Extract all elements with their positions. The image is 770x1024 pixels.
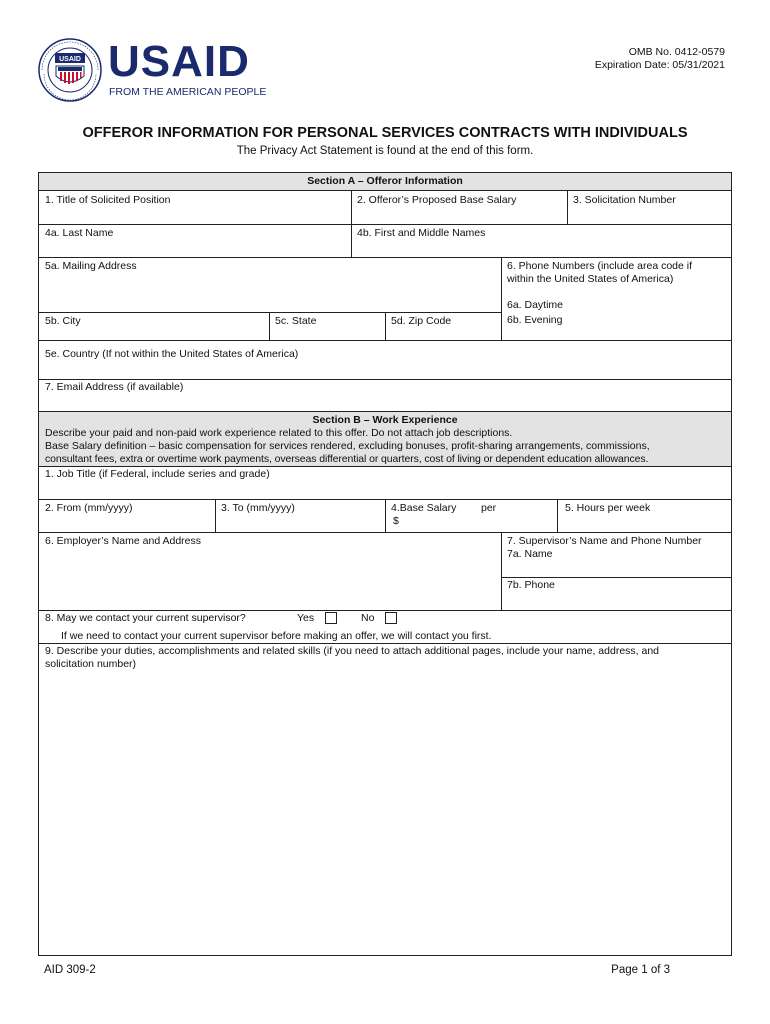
section-b-intro-3: consultant fees, extra or overtime work payments, overseas differential or quarters, cost of living or dependent education allowances. [45,453,649,465]
usaid-seal-icon [38,38,102,102]
a-field-6a-daytime[interactable]: 6a. Daytime [507,299,564,311]
a-field-5a-mailing-address[interactable]: 5a. Mailing Address [45,260,137,272]
b-field-8-yes-checkbox[interactable] [325,612,337,624]
b-field-7b-phone[interactable]: 7b. Phone [507,579,555,591]
b-field-7-supervisor: 7. Supervisor’s Name and Phone Number [507,535,702,547]
b-field-8-note: If we need to contact your current supervisor before making an offer, we will contact you first. [61,630,492,642]
a-field-2-base-salary[interactable]: 2. Offeror’s Proposed Base Salary [357,194,517,206]
a-field-1-title[interactable]: 1. Title of Solicited Position [45,194,171,206]
a-field-7-email[interactable]: 7. Email Address (if available) [45,381,184,393]
b-field-8-contact-question: 8. May we contact your current supervisor? [45,612,246,624]
b-field-3-to[interactable]: 3. To (mm/yyyy) [221,502,295,514]
b-field-4-dollar-sign: $ [393,515,399,527]
a-field-5b-city[interactable]: 5b. City [45,315,81,327]
b-field-9-line1: 9. Describe your duties, accomplishments and related skills (if you need to attach additional pages, include your name, address, and [45,645,660,657]
svg-text:USAID: USAID [59,56,81,63]
a-field-4a-last-name[interactable]: 4a. Last Name [45,227,114,239]
a-field-5c-state[interactable]: 5c. State [275,315,317,327]
a-field-3-solicitation-number[interactable]: 3. Solicitation Number [573,194,676,206]
a-field-6-phone-line2: within the United States of America) [507,273,674,285]
form-subtitle: The Privacy Act Statement is found at the end of this form. [236,145,534,157]
section-a-heading: Section A – Offeror Information [307,175,463,187]
b-field-6-employer-name-address[interactable]: 6. Employer’s Name and Address [45,535,202,547]
usaid-logo [38,38,268,100]
omb-info [595,46,725,72]
a-field-4b-first-middle-names[interactable]: 4b. First and Middle Names [357,227,486,239]
b-field-8-yes-label: Yes [297,612,315,624]
a-field-5d-zip-code[interactable]: 5d. Zip Code [391,315,452,327]
b-field-2-from[interactable]: 2. From (mm/yyyy) [45,502,133,514]
offeror-form [38,172,732,956]
section-b-heading: Section B – Work Experience [312,414,458,426]
a-field-6-phone-line1: 6. Phone Numbers (include area code if [507,260,693,272]
logo-tagline: FROM THE AMERICAN PEOPLE [109,86,267,98]
b-field-4-per: per [481,502,497,514]
b-field-7a-name[interactable]: 7a. Name [507,548,553,560]
expiration-date: Expiration Date: 05/31/2021 [594,59,725,71]
a-field-6b-evening[interactable]: 6b. Evening [507,314,563,326]
omb-number: OMB No. 0412-0579 [628,46,725,58]
b-field-9-text-area[interactable] [39,673,731,953]
b-field-8-no-label: No [361,612,375,624]
logo-wordmark: USAID [108,37,250,86]
b-field-1-job-title[interactable]: 1. Job Title (if Federal, include series and grade) [45,468,270,480]
b-field-5-hours-per-week[interactable]: 5. Hours per week [565,502,651,514]
form-id: AID 309-2 [44,964,96,976]
a-field-5e-country[interactable]: 5e. Country (If not within the United States of America) [45,348,299,360]
b-field-4-base-salary[interactable]: 4.Base Salary [391,502,457,514]
page-number: Page 1 of 3 [611,964,670,976]
section-b-intro-1: Describe your paid and non-paid work experience related to this offer. Do not attach job descriptions. [45,427,513,439]
b-field-9-line2: solicitation number) [45,658,137,670]
b-field-8-no-checkbox[interactable] [385,612,397,624]
form-title: OFFEROR INFORMATION FOR PERSONAL SERVICES CONTRACTS WITH INDIVIDUALS [82,125,688,141]
section-b-intro-2: Base Salary definition – basic compensation for services rendered, excluding bonuses, profit-sharing arrangements, commissions, [45,440,650,452]
